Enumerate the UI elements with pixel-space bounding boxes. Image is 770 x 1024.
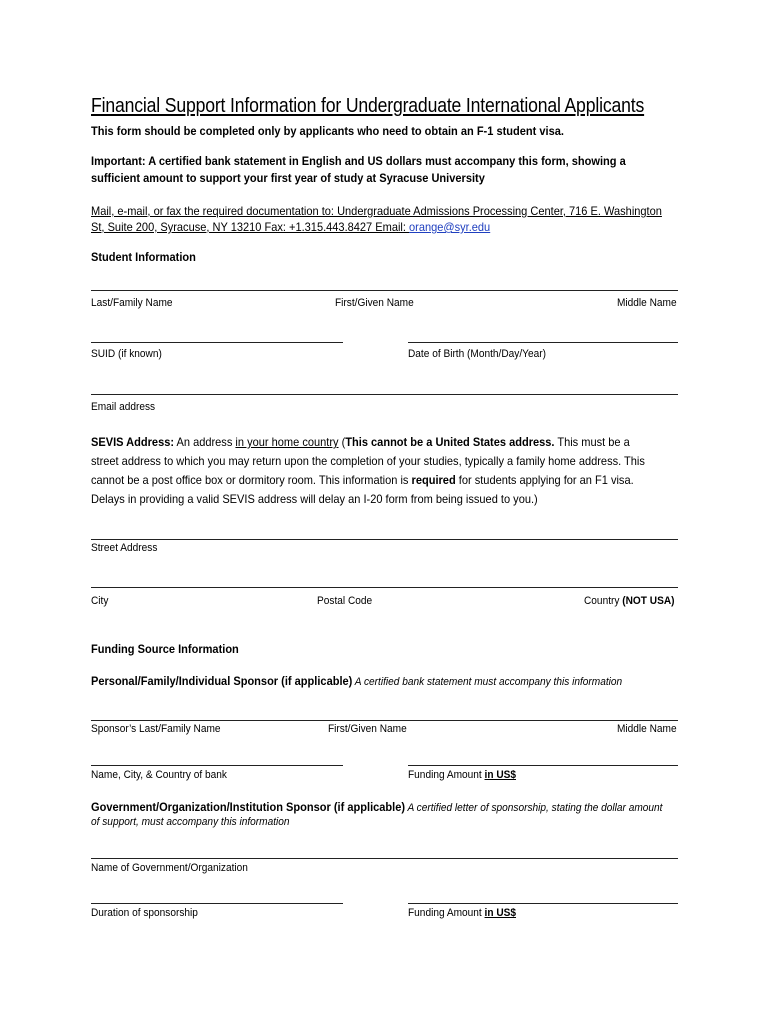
amount-label [408, 769, 516, 781]
amount-unit: in US$ [484, 769, 517, 781]
dob-input-line[interactable] [408, 342, 678, 343]
country-text: Country [584, 595, 623, 607]
sevis-text-1: An address [174, 435, 236, 449]
gov-amount-input-line[interactable] [408, 903, 678, 904]
gov-sponsor-note-1: A certified letter of sponsorship, stating the dollar amount [405, 802, 663, 814]
suid-input-line[interactable] [91, 342, 343, 343]
mail-address-fax: St, Suite 200, Syracuse, NY 13210 Fax: +1.315.443.8427 Email: [91, 220, 410, 234]
important-line-1: Important: A certified bank statement in English and US dollars must accompany this form, showing a [91, 154, 626, 168]
student-info-heading: Student Information [91, 250, 196, 264]
sponsor-first-label: First/Given Name [328, 723, 407, 735]
street-label: Street Address [91, 542, 158, 554]
postal-label: Postal Code [317, 595, 373, 607]
city-label: City [91, 595, 109, 607]
city-input-line[interactable] [91, 587, 678, 588]
gov-sponsor-heading [91, 800, 663, 814]
name-input-line[interactable] [91, 290, 678, 291]
last-name-label: Last/Family Name [91, 297, 173, 309]
gov-name-input-line[interactable] [91, 858, 678, 859]
sevis-line-1 [91, 435, 630, 449]
gov-amount-label [408, 907, 516, 919]
middle-name-label: Middle Name [617, 297, 677, 309]
suid-label: SUID (if known) [91, 348, 162, 360]
amount-text: Funding Amount [408, 769, 485, 781]
sevis-line-2: street address to which you may return upon the completion of your studies, typically a family home address. This [91, 454, 645, 468]
gov-sponsor-note-2: of support, must accompany this information [91, 816, 290, 828]
bank-label: Name, City, & Country of bank [91, 769, 227, 781]
sponsor-middle-label: Middle Name [617, 723, 677, 735]
funding-heading: Funding Source Information [91, 642, 239, 656]
sevis-line-3a: cannot be a post office box or dormitory room. This information is [91, 473, 412, 487]
bank-input-line[interactable] [91, 765, 343, 766]
sevis-line-3 [91, 473, 634, 487]
gov-amount-unit: in US$ [484, 907, 517, 919]
country-label [584, 595, 675, 607]
gov-name-label: Name of Government/Organization [91, 862, 248, 874]
sponsor-last-label: Sponsor’s Last/Family Name [91, 723, 221, 735]
sevis-not-us: This cannot be a United States address. [345, 435, 555, 449]
sevis-line-3b: for students applying for an F1 visa. [455, 473, 634, 487]
personal-sponsor-note: A certified bank statement must accompany this information [352, 676, 623, 688]
amount-input-line[interactable] [408, 765, 678, 766]
mail-instructions-line-2 [91, 220, 490, 234]
personal-sponsor-heading [91, 674, 622, 688]
sevis-home-country: in your home country [235, 435, 339, 449]
street-input-line[interactable] [91, 539, 678, 540]
email-input-line[interactable] [91, 394, 678, 395]
sevis-text-2: ( [338, 435, 346, 449]
sevis-label: SEVIS Address: [91, 435, 175, 449]
duration-input-line[interactable] [91, 903, 343, 904]
sponsor-name-input-line[interactable] [91, 720, 678, 721]
email-link[interactable]: orange@syr.edu [409, 220, 491, 234]
country-note: (NOT USA) [622, 595, 675, 607]
form-title: Financial Support Information for Undergraduate International Applicants [91, 94, 645, 117]
mail-instructions-line-1: Mail, e-mail, or fax the required documentation to: Undergraduate Admissions Processing Center, 716 E. Washington [91, 204, 662, 218]
personal-sponsor-title: Personal/Family/Individual Sponsor (if applicable) [91, 674, 353, 688]
sevis-required: required [411, 473, 456, 487]
duration-label: Duration of sponsorship [91, 907, 198, 919]
gov-amount-text: Funding Amount [408, 907, 485, 919]
first-name-label: First/Given Name [335, 297, 414, 309]
sevis-text-3: This must be a [554, 435, 630, 449]
gov-sponsor-title: Government/Organization/Institution Sponsor (if applicable) [91, 800, 406, 814]
sevis-line-4: Delays in providing a valid SEVIS address will delay an I-20 form from being issued to you.) [91, 492, 538, 506]
email-label: Email address [91, 401, 156, 413]
subtitle: This form should be completed only by applicants who need to obtain an F-1 student visa. [91, 124, 564, 138]
important-line-2: sufficient amount to support your first year of study at Syracuse University [91, 171, 485, 185]
dob-label: Date of Birth (Month/Day/Year) [408, 348, 546, 360]
